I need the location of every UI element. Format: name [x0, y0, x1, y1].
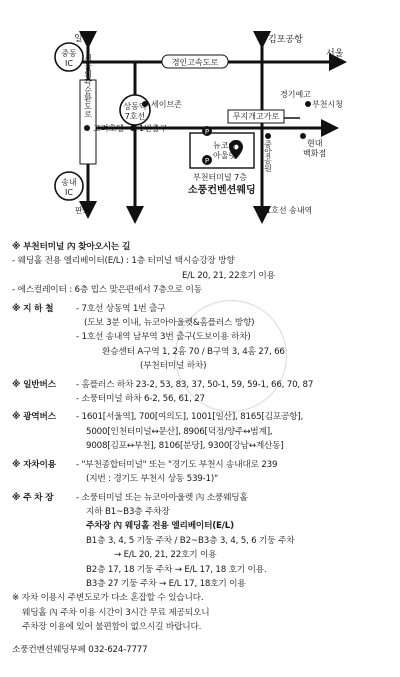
express-bus-line: 9008[김포↔부천], 8106[분당], 9300[강남↔계산동]	[86, 441, 284, 452]
map-label-central-park: 중앙공원	[263, 140, 273, 172]
terminal-line: - 웨딩홀 전용 엘리베이터(E/L) : 1층 터미널 택시승강장 방향	[12, 256, 235, 267]
map-label-outlet: 아울렛	[213, 151, 237, 160]
svg-text:P: P	[204, 128, 210, 136]
express-bus-line: - 1601[서울역], 700[여의도], 1001[일산], 8165[김포공항],	[76, 412, 304, 423]
parking-line: → E/L 20, 21, 22호기 이용	[114, 550, 217, 561]
car-line: (지번 : 경기도 부천시 상동 539-1)"	[86, 474, 218, 485]
map-label-ilsan: 일산	[74, 34, 92, 44]
subway-line: (부천터미널 하차)	[140, 361, 207, 372]
map-label-outer-ring: 서울외곽순환도로	[83, 54, 93, 118]
parking-line: 주차장 內 웨딩홀 전용 엘리베이터(E/L)	[86, 521, 234, 532]
notice-line: 웨딩홀 內 주차 이용 시간이 3시간 무료 제공되오니	[22, 607, 210, 618]
location-map	[0, 0, 400, 228]
map-label-city-hall: 부천시청	[312, 100, 343, 109]
map-label-expressway: 경인고속도로	[171, 58, 219, 67]
map-label-exit1: 1번출구	[139, 124, 168, 133]
map-label-jungdong-ic: IC	[65, 59, 73, 68]
parking-line: B1층 3, 4, 5 기둥 주차 / B2~B3층 3, 4, 5, 6 기둥 주차	[86, 535, 295, 546]
map-label-venue: 소풍컨벤션웨딩	[188, 185, 256, 196]
map-label-newcore: 뉴코아	[213, 141, 237, 150]
map-label-pangyo: 판교	[75, 206, 91, 215]
svg-text:P: P	[204, 157, 210, 165]
express-bus-line: 5000[인천터미널↔문산], 8906[덕정/양주↔범계],	[86, 426, 273, 437]
car-key: ※ 자차이용	[12, 459, 56, 470]
subway-line: - 1호선 송내역 남부역 3번 출구(도보이용 하차)	[76, 332, 251, 343]
subway-key: ※ 지 하 철	[12, 303, 54, 314]
terminal-line: E/L 20, 21, 22호기 이용	[182, 270, 275, 281]
map-label-songnae: 송내	[61, 178, 77, 187]
map-label-line7: 7호선	[124, 112, 146, 121]
bus-line: - 홈플러스 하차 23-2, 53, 83, 37, 50-1, 59, 59-1, 66, 70, 87	[76, 379, 314, 390]
contact-phone: 소풍컨벤션웨딩부페 032-624-7777	[12, 644, 148, 655]
map-label-mujigae: 무지개고가로	[232, 112, 280, 121]
subway-line: - 7호선 상동역 1번 출구	[76, 303, 166, 314]
map-label-line1-songnae: 1호선 송내역	[266, 206, 313, 215]
car-line: - "부천종합터미널" 또는 "경기도 부천시 송내대로 239	[76, 459, 278, 470]
map-label-sangdong: 상동역	[123, 102, 147, 111]
bus-key: ※ 일반버스	[12, 379, 56, 390]
map-label-seibu: 세이브존	[151, 100, 182, 109]
parking-line: 지하 B1~B3층 주차장	[86, 506, 170, 517]
notice-line: 주차장 이용에 있어 불편함이 없으시길 바랍니다.	[22, 622, 202, 633]
parking-key: ※ 주 차 장	[12, 492, 54, 503]
map-label-jungdong: 중동	[61, 49, 77, 58]
map-label-hyundai: 현대	[307, 139, 323, 148]
terminal-line: - 에스컬레이터 : 6층 빕스 맞은편에서 7층으로 이동	[12, 285, 202, 296]
terminal-heading: ※ 부천터미널 內 찾아오시는 길	[12, 242, 131, 252]
map-label-songnae-ic: IC	[65, 188, 73, 197]
subway-line: (도보 3분 이내, 뉴코아아울렛&홈플러스 방향)	[84, 318, 255, 329]
map-label-dept-store: 백화점	[303, 149, 327, 158]
map-label-gyeonggi-high: 경기예고	[280, 90, 311, 99]
parking-icon	[202, 126, 212, 136]
parking-line: B3층 27 기둥 주차 → E/L 17, 18호기 이용	[86, 578, 246, 589]
parking-line: B2층 17, 18 기둥 주차 → E/L 17, 18 호기 이용.	[86, 564, 267, 575]
map-label-seoul: 서울	[326, 49, 344, 59]
parking-icon	[202, 155, 212, 165]
notice-line: ※ 자차 이용시 주변도로가 다소 혼잡할 수 있습니다.	[12, 593, 204, 604]
parking-line: - 소풍터미널 또는 뉴코아아울렛 內 소풍웨딩홀	[76, 492, 248, 503]
express-bus-key: ※ 광역버스	[12, 412, 56, 423]
map-label-goryeo: 고려호텔	[93, 124, 124, 133]
map-label-terminal-7f: 부천터미널 7층	[193, 173, 248, 182]
subway-line: 환승센터 A구역 1, 2홈 70 / B구역 3, 4홈 27, 66	[102, 346, 285, 357]
bus-line: - 소풍터미널 하차 6-2, 56, 61, 27	[76, 394, 205, 405]
directions-info	[12, 240, 396, 657]
map-label-gimpo: 김포공항	[268, 35, 303, 45]
